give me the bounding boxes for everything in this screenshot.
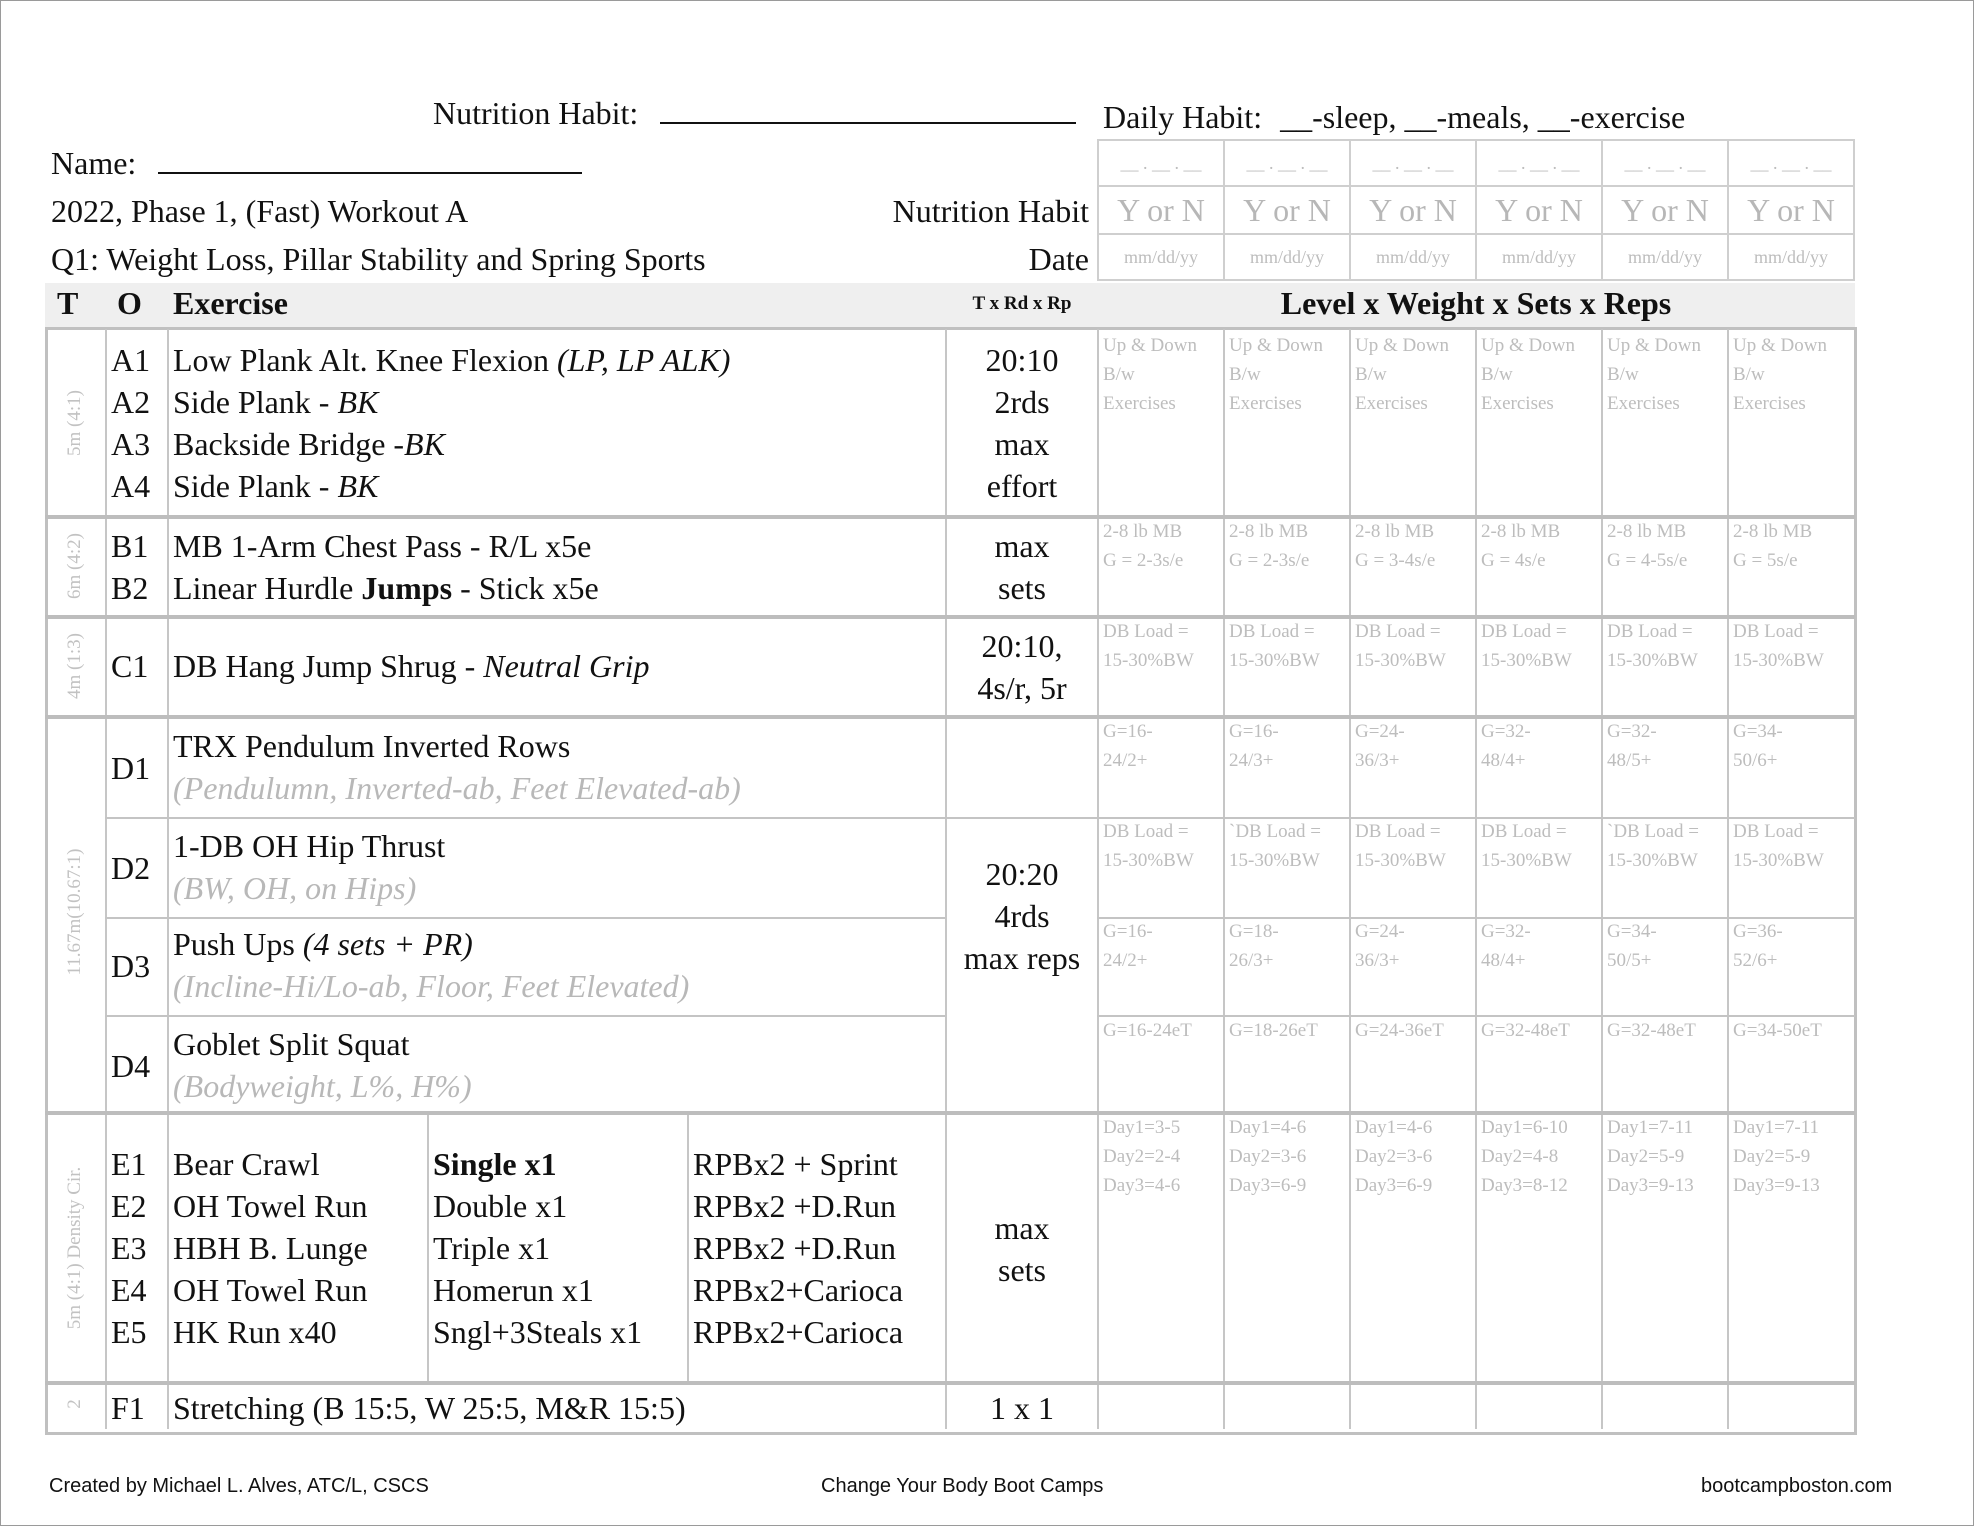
footer-website[interactable]: bootcampboston.com xyxy=(1701,1475,1893,1497)
exercise-c1: DB Hang Jump Shrug - Neutral Grip xyxy=(173,648,650,684)
col-divider-w5 xyxy=(1727,329,1729,1429)
level-d1-w3[interactable]: G=24- 36/3+ xyxy=(1355,721,1405,771)
y-or-n-cell[interactable]: Y or N xyxy=(1350,186,1476,234)
section-b-exercises xyxy=(173,525,599,609)
level-d2-w2[interactable]: `DB Load = 15-30%BW xyxy=(1229,821,1321,871)
nutrition-habit-blank[interactable] xyxy=(660,122,1076,124)
y-or-n-cell[interactable]: Y or N xyxy=(1602,186,1728,234)
exercise-d2: 1-DB OH Hip Thrust (BW, OH, on Hips) xyxy=(173,825,445,909)
level-a-w5[interactable]: Up & Down B/w Exercises xyxy=(1607,335,1701,414)
level-e-w6[interactable]: Day1=7-11 Day2=5-9 Day3=9-13 xyxy=(1733,1117,1820,1196)
exercise-d1-note: (Pendulumn, Inverted-ab, Feet Elevated-ab) xyxy=(173,770,741,806)
section-a-time: 5m (4:1) xyxy=(64,390,85,456)
col-divider-w2 xyxy=(1349,329,1351,1429)
footer-author: Created by Michael L. Alves, ATC/L, CSCS xyxy=(49,1475,429,1497)
nutrition-habit-line xyxy=(433,95,1076,132)
exercise-d4: Goblet Split Squat (Bodyweight, L%, H%) xyxy=(173,1023,472,1107)
sep-a-b xyxy=(45,515,1855,519)
exercise-a4: Side Plank - BK xyxy=(173,468,379,504)
section-c-tempo: 20:10, 4s/r, 5r xyxy=(977,628,1067,706)
exercise-a1: Low Plank Alt. Knee Flexion (LP, LP ALK) xyxy=(173,342,731,378)
section-e-tempo: max sets xyxy=(994,1210,1050,1288)
sep-d3-d4 xyxy=(105,1015,945,1017)
footer-company: Change Your Body Boot Camps xyxy=(821,1475,1104,1497)
name-line xyxy=(51,145,582,182)
level-d4-w6[interactable]: G=34-50eT xyxy=(1733,1020,1822,1041)
level-b-w5[interactable]: 2-8 lb MB G = 4-5s/e xyxy=(1607,521,1688,571)
col-divider-t xyxy=(105,329,107,1429)
blank-cell[interactable]: __ . __ . __ xyxy=(1098,140,1224,186)
col-divider-tempo xyxy=(1097,329,1099,1429)
name-label: Name: xyxy=(51,145,137,181)
level-d1-w6[interactable]: G=34- 50/6+ xyxy=(1733,721,1783,771)
level-b-w4[interactable]: 2-8 lb MB G = 4s/e xyxy=(1481,521,1561,571)
level-d2-w6[interactable]: DB Load = 15-30%BW xyxy=(1733,821,1824,871)
exercise-f1: Stretching (B 15:5, W 25:5, M&R 15:5) xyxy=(173,1390,686,1426)
date-row-label: Date xyxy=(1028,241,1089,277)
date-cell[interactable]: mm/dd/yy xyxy=(1224,234,1350,280)
date-cell[interactable]: mm/dd/yy xyxy=(1098,234,1224,280)
date-row xyxy=(1098,234,1854,280)
date-cell[interactable]: mm/dd/yy xyxy=(1728,234,1854,280)
col-divider-w1 xyxy=(1223,329,1225,1429)
level-d2-w3[interactable]: DB Load = 15-30%BW xyxy=(1355,821,1446,871)
exercise-d3-note: (Incline-Hi/Lo-ab, Floor, Feet Elevated) xyxy=(173,968,690,1004)
level-d1-w4[interactable]: G=32- 48/4+ xyxy=(1481,721,1531,771)
level-d4-w2[interactable]: G=18-26eT xyxy=(1229,1020,1318,1041)
sep-e-f xyxy=(45,1381,1855,1385)
section-e-time: 5m (4:1) Density Cir. xyxy=(64,1166,85,1330)
sep-d2-d3 xyxy=(105,917,945,919)
section-b-codes xyxy=(111,525,148,609)
section-b-tempo: max sets xyxy=(994,528,1050,606)
section-e-col1: Bear Crawl OH Towel Run HBH B. Lunge OH Towel Run HK Run x40 xyxy=(173,1146,368,1350)
code-d2: D2 xyxy=(111,850,151,886)
code-b2: B2 xyxy=(111,570,149,606)
e-col-divider-1 xyxy=(427,1113,429,1383)
daily-habit-items[interactable]: __-sleep, __-meals, __-exercise xyxy=(1280,99,1686,135)
y-or-n-cell[interactable]: Y or N xyxy=(1224,186,1350,234)
daily-habit-label: Daily Habit: xyxy=(1103,99,1263,135)
col-divider-w4 xyxy=(1601,329,1603,1429)
header-tempo: T x Rd x Rp xyxy=(972,293,1072,314)
blank-cell[interactable]: __ . __ . __ xyxy=(1602,140,1728,186)
section-d-tempo: 20:20 4rds max reps xyxy=(963,856,1081,976)
section-a-codes xyxy=(111,339,150,507)
blank-cell[interactable]: __ . __ . __ xyxy=(1476,140,1602,186)
level-d3-w2[interactable]: G=18- 26/3+ xyxy=(1229,921,1279,971)
nutrition-habit-row-label: Nutrition Habit xyxy=(892,193,1089,229)
level-d2-w1[interactable]: DB Load = 15-30%BW xyxy=(1103,821,1194,871)
exercise-d3: Push Ups (4 sets + PR) (Incline-Hi/Lo-ab, Floor, Feet Elevated) xyxy=(173,923,689,1007)
level-c-w1[interactable]: DB Load = 15-30%BW xyxy=(1103,621,1194,671)
section-c-time: 4m (1:3) xyxy=(64,633,85,699)
y-or-n-cell[interactable]: Y or N xyxy=(1098,186,1224,234)
blank-row xyxy=(1098,140,1854,186)
level-b-w3[interactable]: 2-8 lb MB G = 3-4s/e xyxy=(1355,521,1436,571)
date-cell[interactable]: mm/dd/yy xyxy=(1602,234,1728,280)
sep-b-c xyxy=(45,615,1855,619)
section-e-col3: RPBx2 + Sprint RPBx2 +D.Run RPBx2 +D.Run RPBx2+Carioca RPBx2+Carioca xyxy=(693,1146,904,1350)
level-d1-w1[interactable]: G=16- 24/2+ xyxy=(1103,721,1153,771)
section-b-time: 6m (4:2) xyxy=(64,533,85,599)
level-a-w2[interactable]: Up & Down B/w Exercises xyxy=(1229,335,1323,414)
level-e-w2[interactable]: Day1=4-6 Day2=3-6 Day3=6-9 xyxy=(1229,1117,1307,1196)
y-or-n-cell[interactable]: Y or N xyxy=(1476,186,1602,234)
exercise-a3: Backside Bridge -BK xyxy=(173,426,445,462)
daily-habit-line xyxy=(1103,99,1685,136)
blank-cell[interactable]: __ . __ . __ xyxy=(1728,140,1854,186)
section-f-time: 2 xyxy=(64,1399,85,1409)
sep-c-d xyxy=(45,715,1855,719)
exercise-d1: TRX Pendulum Inverted Rows (Pendulumn, Inverted-ab, Feet Elevated-ab) xyxy=(173,725,741,809)
nutrition-habit-label: Nutrition Habit: xyxy=(433,95,639,131)
level-d3-w1[interactable]: G=16- 24/2+ xyxy=(1103,921,1153,971)
blank-cell[interactable]: __ . __ . __ xyxy=(1224,140,1350,186)
y-or-n-cell[interactable]: Y or N xyxy=(1728,186,1854,234)
name-blank[interactable] xyxy=(158,172,582,174)
section-e-codes: E1 E2 E3 E4 E5 xyxy=(111,1146,147,1350)
e-col-divider-2 xyxy=(687,1113,689,1383)
level-d1-w2[interactable]: G=16- 24/3+ xyxy=(1229,721,1279,771)
col-divider-o xyxy=(167,329,169,1429)
code-c1: C1 xyxy=(111,648,149,684)
col-divider-w3 xyxy=(1475,329,1477,1429)
level-a-w1[interactable]: Up & Down B/w Exercises xyxy=(1103,335,1197,414)
section-e-col2: Single x1 Double x1 Triple x1 Homerun x1 Sngl+3Steals x1 xyxy=(433,1146,643,1350)
code-d4: D4 xyxy=(111,1048,151,1084)
date-cell[interactable]: mm/dd/yy xyxy=(1476,234,1602,280)
level-d1-w5[interactable]: G=32- 48/5+ xyxy=(1607,721,1657,771)
code-a4: A4 xyxy=(111,468,151,504)
level-c-w5[interactable]: DB Load = 15-30%BW xyxy=(1607,621,1698,671)
code-d3: D3 xyxy=(111,948,151,984)
level-d4-w1[interactable]: G=16-24eT xyxy=(1103,1020,1192,1041)
level-b-w1[interactable]: 2-8 lb MB G = 2-3s/e xyxy=(1103,521,1184,571)
section-a-tempo: 20:10 2rds max effort xyxy=(985,342,1059,504)
level-e-w4[interactable]: Day1=6-10 Day2=4-8 Day3=8-12 xyxy=(1481,1117,1568,1196)
level-e-w3[interactable]: Day1=4-6 Day2=3-6 Day3=6-9 xyxy=(1355,1117,1433,1196)
level-c-w4[interactable]: DB Load = 15-30%BW xyxy=(1481,621,1572,671)
workout-title: 2022, Phase 1, (Fast) Workout A xyxy=(51,193,469,229)
level-a-w6[interactable]: Up & Down B/w Exercises xyxy=(1733,335,1827,414)
level-e-w1[interactable]: Day1=3-5 Day2=2-4 Day3=4-6 xyxy=(1103,1117,1181,1196)
exercise-b2: Linear Hurdle Jumps - Stick x5e xyxy=(173,570,599,606)
header-level: Level x Weight x Sets x Reps xyxy=(1280,285,1672,321)
level-a-w3[interactable]: Up & Down B/w Exercises xyxy=(1355,335,1449,414)
header-exercise: Exercise xyxy=(173,285,288,321)
section-d-time: 11.67m(10.67:1) xyxy=(64,848,85,976)
exercise-d4-note: (Bodyweight, L%, H%) xyxy=(173,1068,472,1104)
level-c-w2[interactable]: DB Load = 15-30%BW xyxy=(1229,621,1320,671)
quarter-title: Q1: Weight Loss, Pillar Stability and Spring Sports xyxy=(51,241,706,277)
code-a3: A3 xyxy=(111,426,151,462)
level-d4-w5[interactable]: G=32-48eT xyxy=(1607,1020,1696,1041)
level-e-w5[interactable]: Day1=7-11 Day2=5-9 Day3=9-13 xyxy=(1607,1117,1694,1196)
level-d3-w6[interactable]: G=36- 52/6+ xyxy=(1733,921,1783,971)
section-f-tempo: 1 x 1 xyxy=(990,1390,1054,1426)
code-b1: B1 xyxy=(111,528,149,564)
code-d1: D1 xyxy=(111,750,151,786)
code-a2: A2 xyxy=(111,384,151,420)
level-b-w6[interactable]: 2-8 lb MB G = 5s/e xyxy=(1733,521,1813,571)
level-c-w3[interactable]: DB Load = 15-30%BW xyxy=(1355,621,1446,671)
tracking-grid xyxy=(1097,139,1855,281)
exercise-d2-note: (BW, OH, on Hips) xyxy=(173,870,417,906)
level-a-w4[interactable]: Up & Down B/w Exercises xyxy=(1481,335,1575,414)
code-a1: A1 xyxy=(111,342,151,378)
date-cell[interactable]: mm/dd/yy xyxy=(1350,234,1476,280)
level-d2-w5[interactable]: `DB Load = 15-30%BW xyxy=(1607,821,1699,871)
code-f1: F1 xyxy=(111,1390,145,1426)
level-d4-w3[interactable]: G=24-36eT xyxy=(1355,1020,1444,1041)
level-d4-w4[interactable]: G=32-48eT xyxy=(1481,1020,1570,1041)
exercise-a2: Side Plank - BK xyxy=(173,384,379,420)
level-c-w6[interactable]: DB Load = 15-30%BW xyxy=(1733,621,1824,671)
level-b-w2[interactable]: 2-8 lb MB G = 2-3s/e xyxy=(1229,521,1310,571)
section-a-exercises xyxy=(173,339,730,507)
level-d3-w4[interactable]: G=32- 48/4+ xyxy=(1481,921,1531,971)
nutrition-row xyxy=(1098,186,1854,234)
header-o: O xyxy=(117,285,142,321)
level-d3-w5[interactable]: G=34- 50/5+ xyxy=(1607,921,1657,971)
exercise-b1: MB 1-Arm Chest Pass - R/L x5e xyxy=(173,528,592,564)
sep-d-e xyxy=(45,1111,1855,1115)
sep-d1-d2 xyxy=(105,817,1855,819)
header-t: T xyxy=(57,285,79,321)
blank-cell[interactable]: __ . __ . __ xyxy=(1350,140,1476,186)
level-d3-w3[interactable]: G=24- 36/3+ xyxy=(1355,921,1405,971)
level-d2-w4[interactable]: DB Load = 15-30%BW xyxy=(1481,821,1572,871)
